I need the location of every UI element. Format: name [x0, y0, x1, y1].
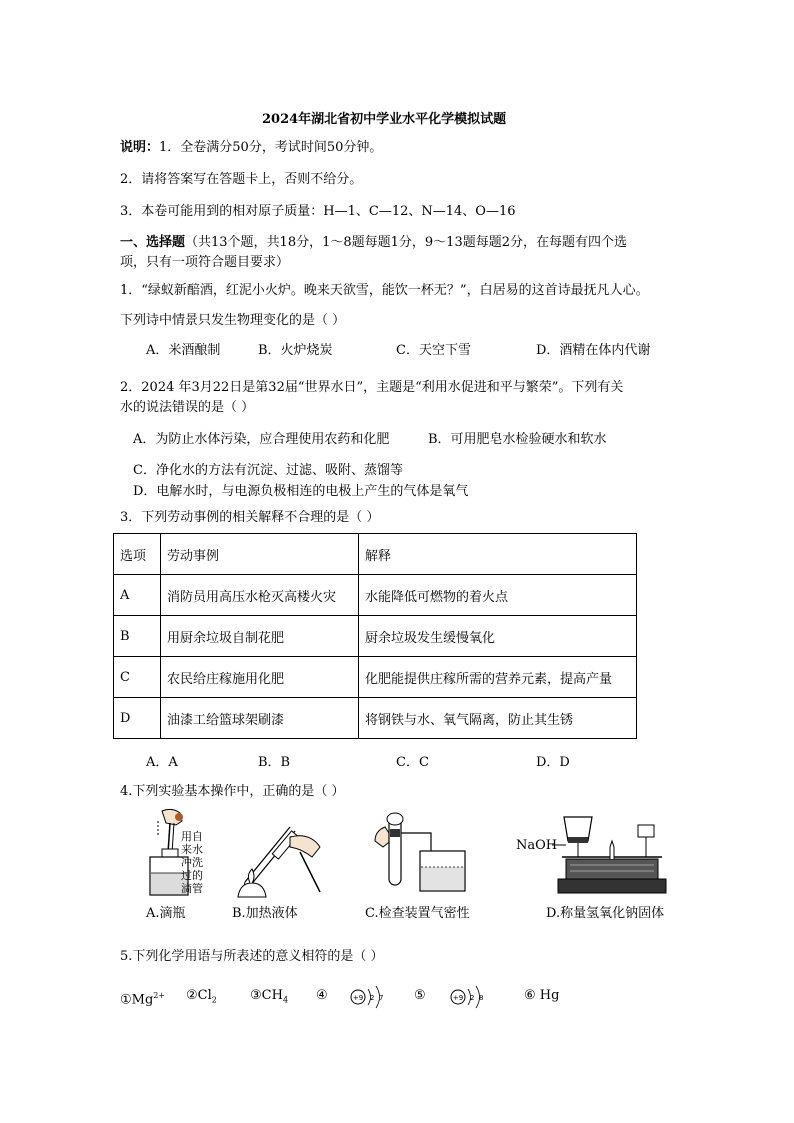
item-number: ③ [250, 988, 262, 1003]
q1-stem: 1．“绿蚁新醅酒，红泥小火炉。晚来天欲雪，能饮一杯无？”，白居易的这首诗最抚凡人心。 [120, 283, 649, 298]
table-cell: 消防员用高压水枪灭高楼火灾 [161, 575, 359, 616]
figure-b-caption: B.加热液体 [232, 906, 298, 921]
heating-liquid-figure [230, 807, 330, 899]
shell-electrons: 2 [370, 994, 375, 1002]
q3-table [113, 533, 637, 739]
q2-option-a: A．为防止水体污染，应合理使用农药和化肥 [133, 432, 390, 447]
q4-stem: 4.下列实验基本操作中，正确的是（ ） [120, 784, 345, 799]
subscript: 2 [211, 995, 217, 1005]
q1-option-d: D．酒精在体内代谢 [536, 343, 651, 358]
note-1-text: 1．全卷满分50分，考试时间50分钟。 [159, 140, 383, 155]
section-desc: （共13个题，共18分，1～8题每题1分，9～13题每题2分，在每题有四个选 [185, 235, 627, 250]
table-header-row [114, 534, 637, 575]
figure-d-caption: D.称量氢氧化钠固体 [546, 906, 665, 921]
table-cell: 油漆工给篮球架刷漆 [161, 698, 359, 739]
table-cell: B [114, 616, 161, 657]
note-line: 过的 [181, 869, 203, 882]
table-header-cell: 解释 [359, 534, 637, 575]
balance-figure [552, 807, 672, 899]
q5-item-2 [186, 988, 217, 1009]
table-cell: D [114, 698, 161, 739]
q2-option-d: D．电解水时，与电源负极相连的电极上产生的气体是氧气 [133, 484, 469, 499]
nucleus-label: +9 [352, 994, 364, 1002]
q3-option-a: A．A [146, 755, 178, 770]
table-cell: A [114, 575, 161, 616]
figure-a-note [181, 830, 205, 895]
table-cell: 水能降低可燃物的着火点 [359, 575, 637, 616]
charge: 2+ [153, 991, 166, 1000]
table-row [114, 616, 637, 657]
naoh-label: NaOH [516, 838, 558, 853]
q2-stem: 2．2024 年3月22日是第32届“世界水日”，主题是“利用水促进和平与繁荣”。下列有关 [120, 380, 624, 395]
table-row [114, 575, 637, 616]
q5-stem: 5.下列化学用语与所表述的意义相符的是（ ） [120, 949, 384, 964]
q5-item-1 [120, 988, 165, 1008]
q3-stem: 3．下列劳动事例的相关解释不合理的是（ ） [120, 510, 380, 525]
dropper-bottle-figure [140, 807, 220, 899]
figure-c-caption: C.检查装置气密性 [365, 906, 470, 921]
shell-electrons: 2 [470, 994, 475, 1002]
table-header-cell: 选项 [114, 534, 161, 575]
table-cell: C [114, 657, 161, 698]
table-cell: 用厨余垃圾自制花肥 [161, 616, 359, 657]
table-header-cell: 劳动事例 [161, 534, 359, 575]
item-number: ① [120, 992, 132, 1008]
q3-option-b: B．B [258, 755, 291, 770]
section-label: 一、选择题 [120, 235, 186, 250]
item-number: ② [186, 988, 198, 1003]
q1-stem-cont: 下列诗中情景只发生物理变化的是（ ） [120, 313, 346, 328]
table-cell: 农民给庄稼施用化肥 [161, 657, 359, 698]
atom-structure-4 [348, 983, 392, 1011]
chem-symbol: Mg [131, 992, 154, 1008]
table-cell: 化肥能提供庄稼所需的营养元素，提高产量 [359, 657, 637, 698]
note-line: 用自 [181, 830, 203, 843]
q5-item-3 [250, 988, 288, 1009]
atom-structure-5 [448, 983, 492, 1011]
figure-a-caption: A.滴瓶 [146, 906, 186, 921]
q3-option-c: C．C [396, 755, 429, 770]
q1-option-a: A．米酒酿制 [146, 343, 221, 358]
table-cell: 将钢铁与水、氧气隔离，防止其生锈 [359, 698, 637, 739]
section-1-desc-cont: 项，只有一项符合题目要求） [120, 255, 290, 270]
q5-item-5-number: ⑤ [414, 988, 426, 1003]
shell-electrons: 7 [379, 994, 384, 1002]
q2-option-b: B．可用肥皂水检验硬水和软水 [428, 432, 607, 447]
table-row [114, 698, 637, 739]
note-1 [120, 140, 382, 156]
shell-electrons: 8 [479, 994, 484, 1002]
q5-item-4-number: ④ [316, 988, 328, 1003]
chem-symbol: CH [261, 988, 283, 1003]
nucleus-label: +9 [452, 994, 464, 1002]
q3-option-d: D．D [536, 755, 570, 770]
q1-option-b: B．火炉烧炭 [258, 343, 333, 358]
table-cell: 厨余垃圾发生缓慢氧化 [359, 616, 637, 657]
section-1-heading [120, 235, 627, 251]
table-row [114, 657, 637, 698]
note-3: 3．本卷可能用到的相对原子质量：H—1、C—12、N—14、O—16 [120, 204, 516, 219]
q1-option-c: C．天空下雪 [396, 343, 471, 358]
note-line: 冲洗 [181, 856, 203, 869]
note-label: 说明： [120, 140, 160, 155]
note-line: 来水 [181, 843, 203, 856]
chem-symbol: Cl [197, 988, 212, 1003]
note-line: 滴管 [181, 882, 203, 895]
airtightness-figure [365, 807, 475, 899]
note-2: 2．请将答案写在答题卡上，否则不给分。 [120, 172, 363, 187]
q2-option-c: C．净化水的方法有沉淀、过滤、吸附、蒸馏等 [133, 463, 403, 478]
subscript: 4 [282, 995, 289, 1005]
page-title: 2024年湖北省初中学业水平化学模拟试题 [262, 112, 507, 127]
q5-item-6: ⑥ Hg [524, 988, 560, 1003]
q2-stem-cont: 水的说法错误的是（ ） [120, 400, 255, 415]
